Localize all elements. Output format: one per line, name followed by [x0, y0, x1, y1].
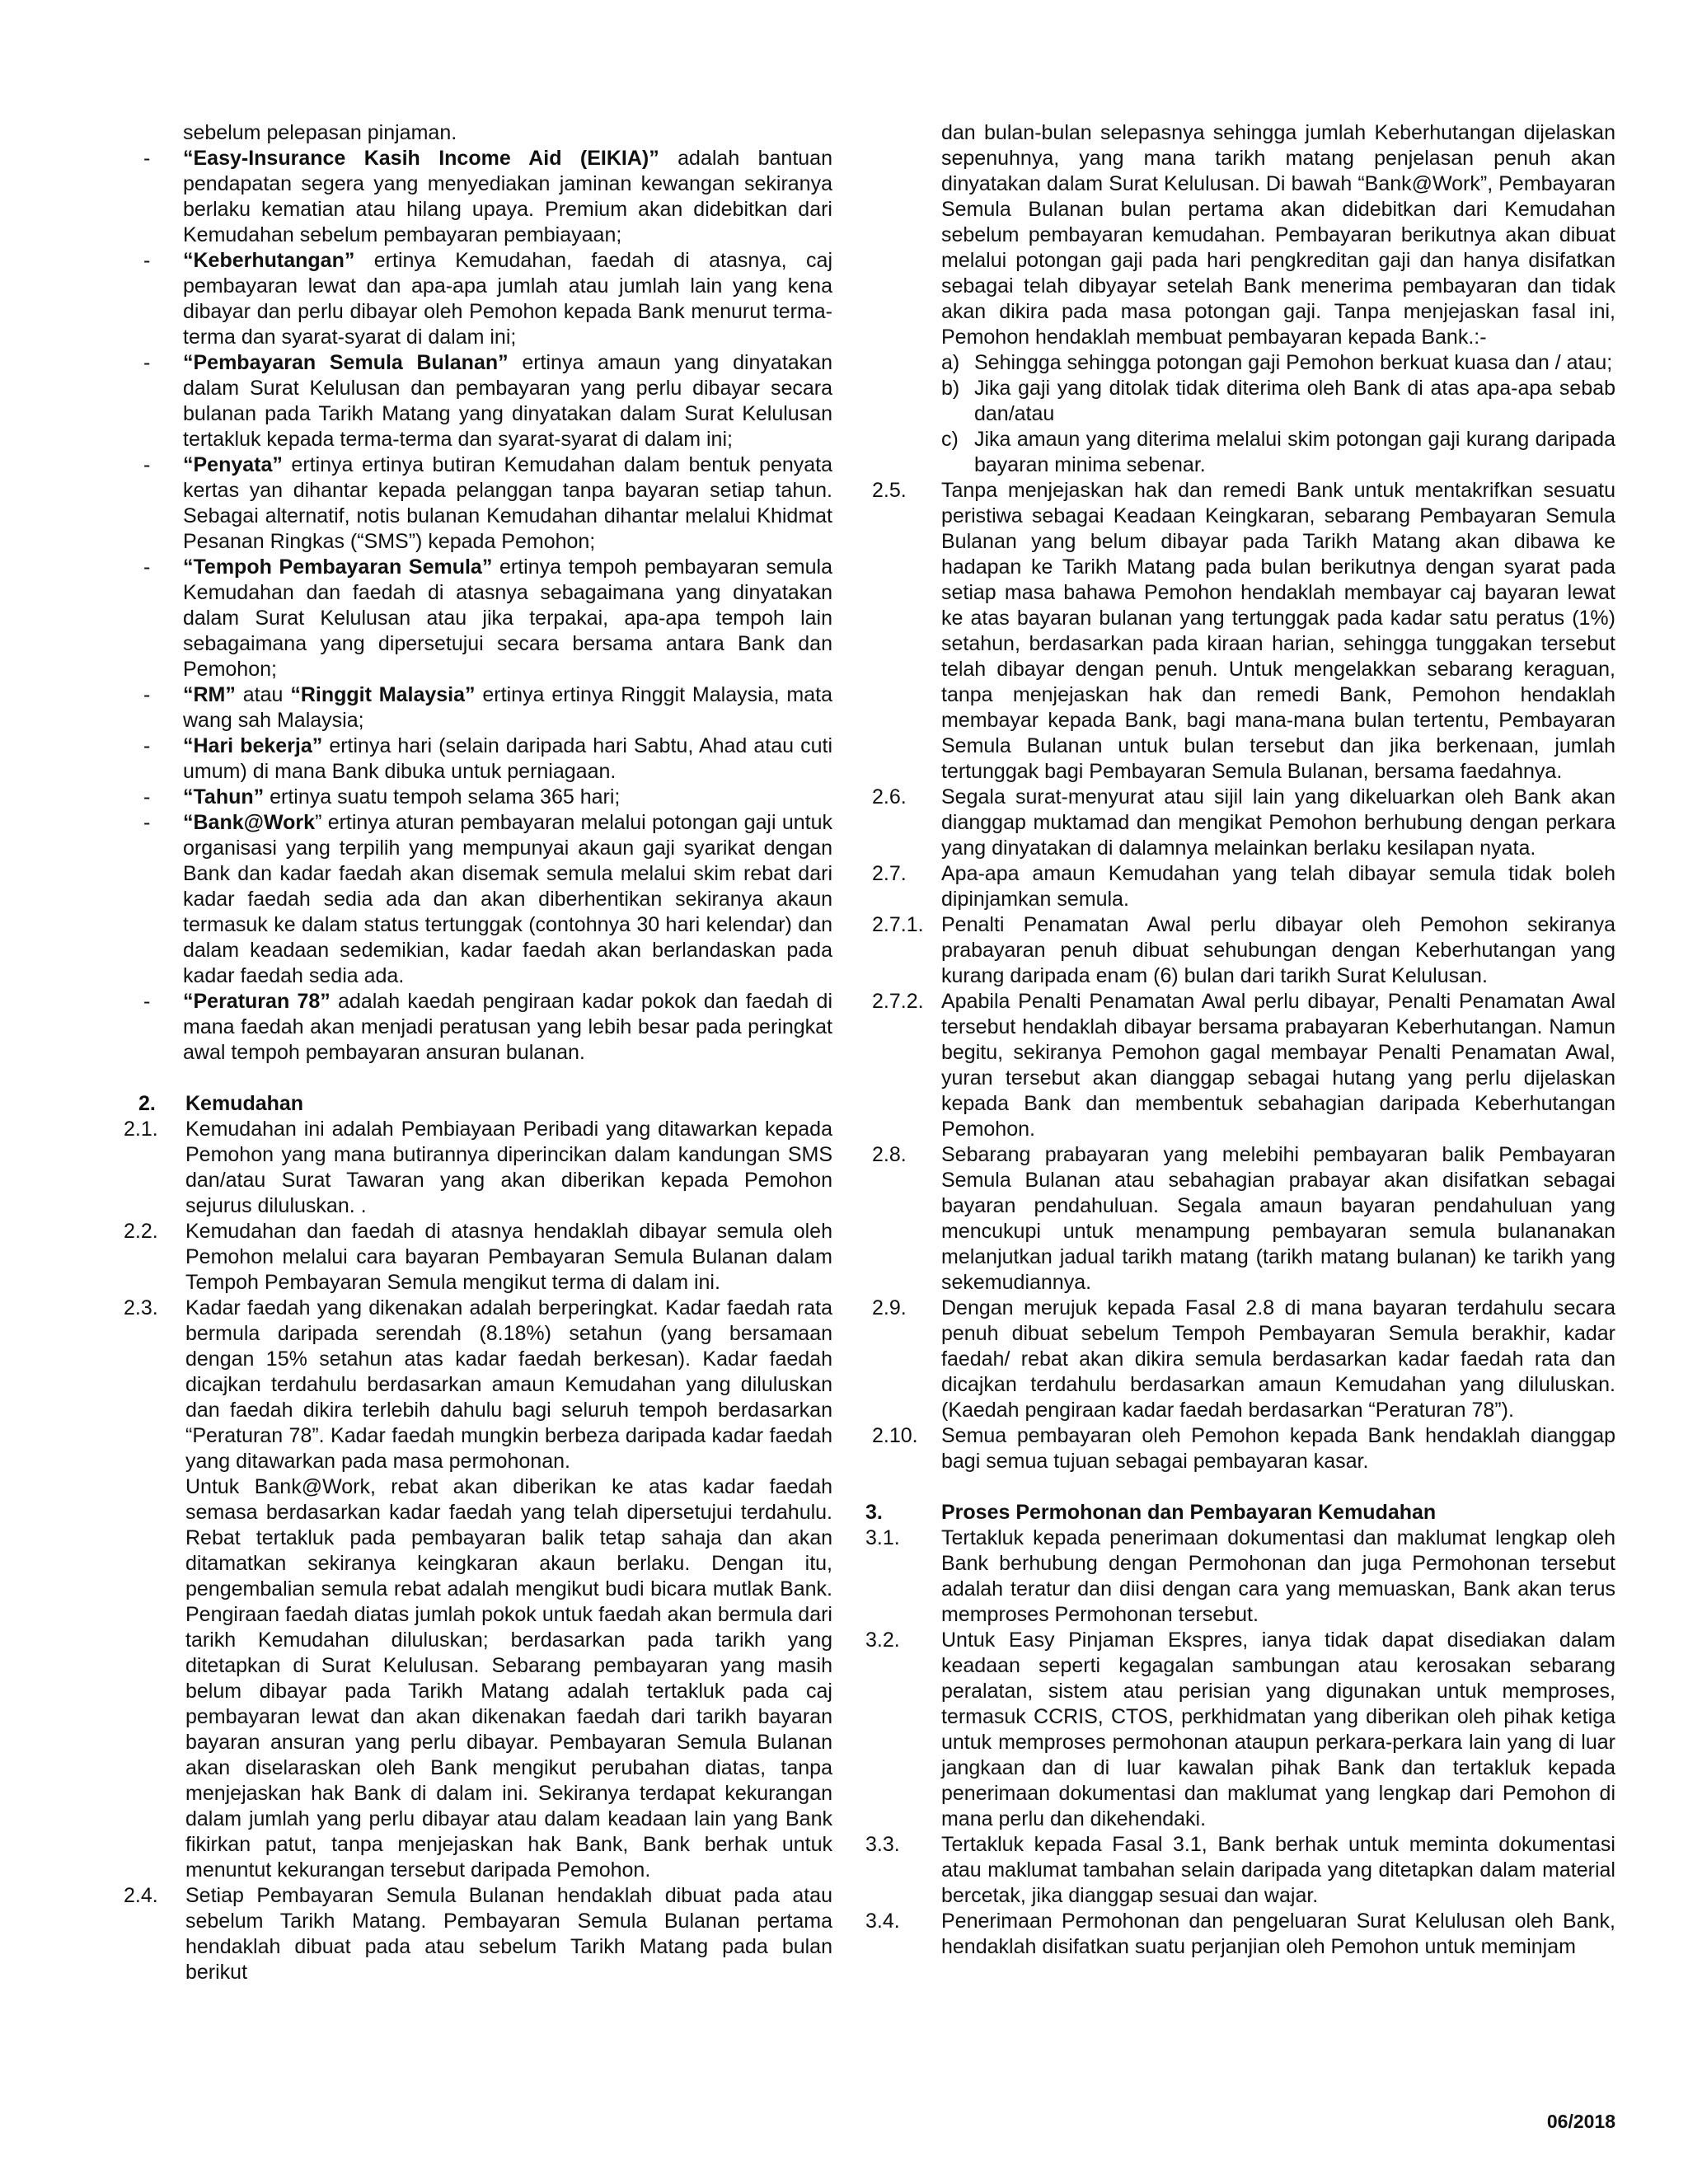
clause-3-4: 3.4. Penerimaan Permohonan dan pengeluaran Surat Kelulusan oleh Bank, hendaklah disifatkan suatu perjanjian oleh Pemohon untuk meminjam	[865, 1910, 1615, 1958]
clause-2-2: 2.2. Kemudahan dan faedah di atasnya hendaklah dibayar semula oleh Pemohon melalui cara bayaran Pembayaran Semula Bulanan dalam Tempoh Pembayaran Semula mengikut terma di dalam ini.	[124, 1220, 832, 1294]
definition-item: - “Penyata” ertinya ertinya butiran Kemudahan dalam bentuk penyata kertas yan dihantar kepada pelanggan tanpa bayaran setiap tahun. Sebagai alternatif, notis bulanan Kemudahan dihantar melalui Khidmat Pesanan Ringkas (“SMS”) kepada Pemohon;	[143, 453, 832, 553]
clause-2-7-2: 2.7.2. Apabila Penalti Penamatan Awal perlu dibayar, Penalti Penamatan Awal tersebut hendaklah dibayar bersama prabayaran Keberhutangan. Namun begitu, sekiranya Pemohon gagal membayar Penalti Penamatan Awal, yuran tersebut akan dianggap sebagai hutang yang perlu dijelaskan kepada Bank dan membentuk sebahagian daripada Keberhutangan Pemohon.	[872, 990, 1615, 1141]
definition-item: - “Peraturan 78” adalah kaedah pengiraan kadar pokok dan faedah di mana faedah akan menjadi peratusan yang lebih besar pada peringkat awal tempoh pembayaran ansuran bulanan.	[143, 990, 833, 1064]
clause-2-4: 2.4. Setiap Pembayaran Semula Bulanan hendaklah dibuat pada atau sebelum Tarikh Matang. Pembayaran Semula Bulanan pertama hendaklah dibuat pada atau sebelum Tarikh Matang pada bulan berikut	[124, 1884, 832, 1984]
clause-2-8: 2.8. Sebarang prabayaran yang melebihi pembayaran balik Pembayaran Semula Bulanan atau sebahagian prabayar akan disifatkan sebagai bayaran pendahuluan. Segala amaun bayaran pendahuluan yang mencukupi untuk menampung pembayaran semula bulananakan melanjutkan jadual tarikh matang (tarikh matang bulanan) ke tarikh yang sekemudiannya.	[872, 1143, 1615, 1294]
definition-item: - “Tahun” ertinya suatu tempoh selama 365 hari;	[143, 785, 621, 808]
left-column	[124, 120, 832, 1985]
clause-2-10: 2.10. Semua pembayaran oleh Pemohon kepada Bank hendaklah dianggap bagi semua tujuan sebagai pembayaran kasar.	[872, 1424, 1615, 1473]
right-lead: dan bulan-bulan selepasnya sehingga jumlah Keberhutangan dijelaskan sepenuhnya, yang mana tarikh matang penjelasan penuh akan dinyatakan dalam Surat Kelulusan. Di bawah “Bank@Work”, Pembayaran Semula Bulanan bulan pertama akan didebitkan dari Kemudahan sebelum pembayaran kemudahan. Pembayaran berikutnya akan dibuat melalui potongan gaji pada hari pengkreditan gaji dan hanya disifatkan sebagai telah dibyayar setelah Bank menerima pembayaran dan tidak akan dikira pada masa potongan gaji. Tanpa menjejaskan fasal ini, Pemohon hendaklah membuat pembayaran kepada Bank.:-	[941, 121, 1615, 349]
right-column	[857, 120, 1615, 1960]
definition-item: - “RM” atau “Ringgit Malaysia” ertinya ertinya Ringgit Malaysia, mata wang sah Malaysia;	[143, 683, 832, 732]
section-2-heading: 2. Kemudahan	[138, 1092, 304, 1115]
clause-3-2: 3.2. Untuk Easy Pinjaman Ekspres, ianya tidak dapat disediakan dalam keadaan seperti kegagalan sambungan atau kerosakan sebarang peralatan, sistem atau perisian yang digunakan untuk memproses, termasuk CCRIS, CTOS, perkhidmatan yang diberikan oleh pihak ketiga untuk memproses permohonan ataupun perkara-perkara lain yang di luar jangkaan dan di luar kawalan pihak Bank dan tertakluk kepada penerimaan dokumentasi dan maklumat yang lengkap dari Pemohon di mana perlu dan dikehendaki.	[865, 1629, 1615, 1830]
definition-item: - “Keberhutangan” ertinya Kemudahan, faedah di atasnya, caj pembayaran lewat dan apa-apa jumlah atau jumlah lain yang kena dibayar dan perlu dibayar oleh Pemohon kepada Bank menurut terma-terma dan syarat-syarat di dalam ini;	[143, 249, 832, 349]
definition-item: - “Bank@Work” ertinya aturan pembayaran melalui potongan gaji untuk organisasi yang terpilih yang mempunyai akaun gaji syarikat dengan Bank dan kadar faedah akan disemak semula melalui skim rebat dari kadar faedah sedia ada dan akan diberhentikan sekiranya akaun termasuk ke dalam status tertunggak (contohnya 30 hari kelendar) dan dalam keadaan sedemikian, kadar faedah akan berlandaskan pada kadar faedah sedia ada.	[143, 811, 832, 987]
clause-2-6: 2.6. Segala surat-menyurat atau sijil lain yang dikeluarkan oleh Bank akan dianggap muktamad dan mengikat Pemohon berhubung dengan perkara yang dinyatakan di dalamnya melainkan berlaku kesilapan nyata.	[872, 785, 1615, 860]
definitions-list	[124, 146, 832, 1066]
section-3-heading: 3. Proses Permohonan dan Pembayaran Kemudahan	[865, 1501, 1437, 1524]
definition-item: - “Pembayaran Semula Bulanan” ertinya amaun yang dinyatakan dalam Surat Kelulusan dan pembayaran yang perlu dibayar secara bulanan pada Tarikh Matang yang dinyatakan dalam Surat Kelulusan tertakluk kepada terma-terma dan syarat-syarat di dalam ini;	[143, 351, 832, 451]
definition-item: - “Tempoh Pembayaran Semula” ertinya tempoh pembayaran semula Kemudahan dan faedah di atasnya sebagaimana yang dinyatakan dalam Surat Kelulusan atau jika terpakai, apa-apa tempoh lain sebagaimana yang dipersetujui secara bersama antara Bank dan Pemohon;	[143, 555, 832, 681]
clause-2-1: 2.1. Kemudahan ini adalah Pembiayaan Peribadi yang ditawarkan kepada Pemohon yang mana butirannya diperincikan dalam kandungan SMS dan/atau Surat Tawaran yang akan diberikan kepada Pemohon sejurus diluluskan. .	[124, 1118, 832, 1217]
clause-3-1: 3.1. Tertakluk kepada penerimaan dokumentasi dan maklumat lengkap oleh Bank berhubung dengan Permohonan dan juga Permohonan tersebut adalah teratur dan diisi dengan cara yang memuaskan, Bank akan terus memproses Permohonan tersebut.	[865, 1526, 1615, 1626]
left-lead: sebelum pelepasan pinjaman.	[183, 121, 457, 144]
definition-item: - “Easy-Insurance Kasih Income Aid (EIKIA)” adalah bantuan pendapatan segera yang menyediakan jaminan kewangan sekiranya berlaku kematian atau hilang upaya. Premium akan didebitkan dari Kemudahan sebelum pembayaran pembiayaan;	[143, 147, 832, 246]
clause-2-5: 2.5. Tanpa menjejaskan hak dan remedi Bank untuk mentakrifkan sesuatu peristiwa sebagai Keadaan Keingkaran, sebarang Pembayaran Semula Bulanan yang belum dibayar pada Tarikh Matang akan dibawa ke hadapan ke Tarikh Matang pada bulan berikutnya dengan syarat pada setiap masa bahawa Pemohon hendaklah membayar caj bayaran lewat ke atas bayaran bulanan yang tertunggak pada kadar satu peratus (1%) setahun, berdasarkan pada kiraan harian, sehingga tunggakan tersebut telah dibayar dengan penuh. Untuk mengelakkan sebarang keraguan, tanpa menjejaskan hak dan remedi Bank, Pemohon hendaklah membayar kepada Bank, bagi mana-mana bulan tertentu, Pembayaran Semula Bulanan untuk bulan tersebut dan jika berkenaan, jumlah tertunggak bagi Pembayaran Semula Bulanan, bersama faedahnya.	[872, 479, 1615, 783]
sub-item-a: a) Sehingga sehingga potongan gaji Pemohon berkuat kuasa dan / atau;	[941, 351, 1613, 374]
sub-item-c: c) Jika amaun yang diterima melalui skim potongan gaji kurang daripada bayaran minima sebenar.	[941, 428, 1615, 476]
clause-3-3: 3.3. Tertakluk kepada Fasal 3.1, Bank berhak untuk meminta dokumentasi atau maklumat tambahan selain daripada yang ditetapkan dalam material bercetak, jika dianggap sesuai dan wajar.	[865, 1833, 1615, 1907]
version-footer: 06/2018	[1546, 2111, 1615, 2132]
clause-2-7-1: 2.7.1. Penalti Penamatan Awal perlu dibayar oleh Pemohon sekiranya prabayaran penuh dibuat sehubungan dengan Keberhutangan yang kurang daripada enam (6) bulan dari tarikh Surat Kelulusan.	[872, 913, 1615, 987]
clause-2-3: 2.3. Kadar faedah yang dikenakan adalah berperingkat. Kadar faedah rata bermula daripada serendah (8.18%) setahun (yang bersamaan dengan 15% setahun atas kadar faedah berkesan). Kadar faedah dicajkan terdahulu berdasarkan amaun Kemudahan yang diluluskan dan faedah dikira terlebih dahulu bagi seluruh tempoh berdasarkan “Peraturan 78”. Kadar faedah mungkin berbeza daripada kadar faedah yang ditawarkan pada masa permohonan. Untuk Bank@Work, rebat akan diberikan ke atas kadar faedah semasa berdasarkan kadar faedah yang telah dipersetujui terdahulu. Rebat tertakluk pada pembayaran balik tetap sahaja dan akan ditamatkan sekiranya keingkaran akaun berlaku. Dengan itu, pengembalian semula rebat adalah mengikut budi bicara mutlak Bank. Pengiraan faedah diatas jumlah pokok untuk faedah akan bermula dari tarikh Kemudahan diluluskan; berdasarkan pada tarikh yang ditetapkan di Surat Kelulusan. Sebarang pembayaran yang masih belum dibayar pada Tarikh Matang adalah tertakluk pada caj pembayaran lewat dan akan dikenakan faedah dari tarikh bayaran bayaran ansuran yang perlu dibayar. Pembayaran Semula Bulanan akan diselaraskan oleh Bank mengikut perubahan diatas, tanpa menjejaskan hak Bank di dalam ini. Sekiranya terdapat kekurangan dalam jumlah yang perlu dibayar atau dalam keadaan lain yang Bank fikirkan patut, tanpa menjejaskan hak Bank, Bank berhak untuk menuntut kekurangan tersebut daripada Pemohon.	[124, 1296, 832, 1882]
sub-list	[857, 350, 1615, 478]
sub-item-b: b) Jika gaji yang ditolak tidak diterima oleh Bank di atas apa-apa sebab dan/atau	[941, 377, 1615, 425]
definition-item: - “Hari bekerja” ertinya hari (selain daripada hari Sabtu, Ahad atau cuti umum) di mana Bank dibuka untuk perniagaan.	[143, 734, 833, 783]
clause-2-9: 2.9. Dengan merujuk kepada Fasal 2.8 di mana bayaran terdahulu secara penuh dibuat sebelum Tempoh Pembayaran Semula berakhir, kadar faedah/ rebat akan dikira semula berdasarkan kadar faedah rata dan dicajkan terdahulu berdasarkan amaun Kemudahan yang diluluskan. (Kaedah pengiraan kadar faedah berdasarkan “Peraturan 78”).	[872, 1296, 1615, 1422]
clause-2-7: 2.7. Apa-apa amaun Kemudahan yang telah dibayar semula tidak boleh dipinjamkan semula.	[872, 862, 1615, 911]
